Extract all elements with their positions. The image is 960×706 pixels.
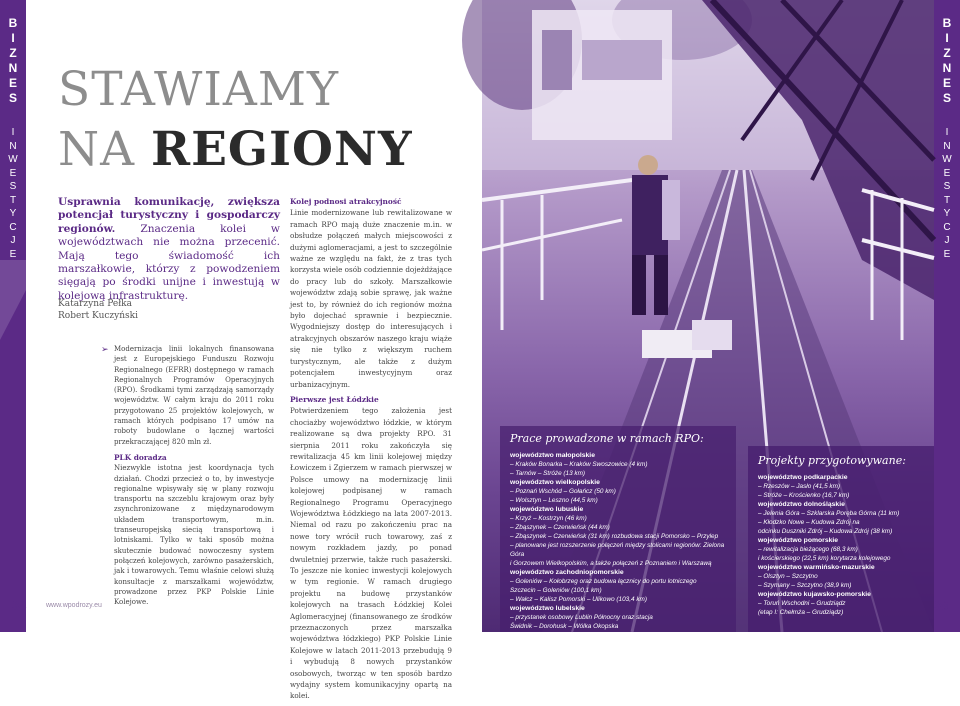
- section-letter: N: [943, 140, 951, 152]
- projects-box: [748, 446, 934, 632]
- section-letter: E: [942, 76, 951, 90]
- section-letter: J: [10, 235, 16, 246]
- section-letter: I: [11, 31, 15, 45]
- line-item: odcinku Duszniki Zdrój – Kudowa Zdrój (38 km): [758, 528, 893, 535]
- region-heading: województwo pomorskie: [758, 537, 839, 544]
- line-item: Szczecin – Goleniów (100,1 km): [510, 587, 602, 594]
- section-letter: I: [11, 127, 15, 138]
- section-letter: Z: [9, 46, 17, 60]
- section-letter: S: [9, 181, 17, 192]
- section-letter: C: [9, 221, 17, 233]
- section-letter: S: [8, 91, 17, 105]
- section-letters-right: [934, 16, 960, 106]
- region-heading: województwo dolnośląskie: [758, 501, 845, 508]
- section-letter: N: [9, 140, 17, 152]
- line-item: – Zbąszynek – Czerwieńsk (31 km) rozbudowa stacji Pomorsko – Przylep: [510, 533, 719, 540]
- line-item: – Zbąszynek – Czerwieńsk (44 km): [510, 524, 610, 531]
- section-letter: E: [9, 167, 17, 179]
- line-item: – planowane jest rozszerzenie połączeń między stolicami regionów: Zielona Góra: [510, 542, 725, 558]
- line-item: i Gorzowem Wielkopolskim, a także połączeń z Poznaniem i Warszawą: [510, 560, 712, 567]
- region-heading: województwo lubelskie: [510, 605, 585, 612]
- works-box-list: [510, 451, 726, 631]
- column-1: [101, 344, 274, 607]
- region-heading: województwo kujawsko-pomorskie: [758, 591, 871, 598]
- line-item: (etap I: Chełmża – Grudziądz): [758, 609, 844, 616]
- title-na: NA: [58, 122, 136, 177]
- line-item: – Toruń Wschodni – Grudziądz: [758, 600, 846, 607]
- col2-heading-2: Pierwsze jest Łódzkie: [290, 394, 379, 404]
- col2-heading-1: Kolej podnosi atrakcyjność: [290, 197, 402, 206]
- authors: [58, 298, 138, 322]
- line-item: Świdnik – Dorohusk – Wólka Okopska: [510, 623, 619, 630]
- region-heading: województwo wielkopolskie: [510, 479, 600, 486]
- page-number-right: 39: [934, 598, 949, 613]
- line-item: – Jelenia Góra – Szklarska Poręba Górna (11 km): [758, 510, 900, 517]
- paragraph-arrow-icon: ➢: [101, 345, 109, 355]
- line-item: – Poznań Wschód – Gołańcz (50 km): [510, 488, 616, 495]
- section-letters-left-2: [0, 126, 26, 261]
- region-heading: województwo warmińsko-mazurskie: [758, 564, 875, 571]
- section-letter: J: [944, 235, 950, 246]
- line-item: – Rzeszów – Jasło (41,5 km): [758, 483, 841, 490]
- section-letter: E: [8, 76, 17, 90]
- region-heading: województwo małopolskie: [510, 452, 595, 459]
- section-letter: E: [9, 248, 17, 260]
- region-heading: województwo zachodniopomorskie: [510, 569, 624, 576]
- line-item: – Tarnów – Stróże (13 km): [510, 470, 586, 477]
- projects-box-list: [758, 473, 924, 617]
- line-item: – Kłodzko Nowe – Kudowa Zdrój na: [758, 519, 860, 526]
- website-url[interactable]: www.wpodrozy.eu: [46, 602, 102, 609]
- section-letter: B: [8, 16, 18, 30]
- section-letter: C: [943, 221, 951, 233]
- line-item: – Goleniów – Kołobrzeg oraz budowa łącznicy do portu lotniczego: [510, 578, 697, 585]
- works-box: [500, 426, 736, 632]
- col1-paragraph-1: Modernizacja linii lokalnych finansowana jest z Europejskiego Funduszu Rozwoju Regionalnego (EFRR) dostępnego w ramach Regionalnych Programów Operacyjnych (RPO). Środkami tymi zarządzają samorządy województw. W całym kraju do 2011 roku przygotowano 25 projektów kolejowych, w ramach których podpisano 17 umów na roboty budowlane o łącznej wartości przekraczającej 820 mln zł.: [114, 345, 274, 446]
- section-letter: N: [942, 61, 952, 75]
- article-title-line2: [58, 122, 413, 177]
- section-letter: Y: [9, 208, 17, 219]
- col2-paragraph-2: Potwierdzeniem tego założenia jest chociażby województwo łódzkie, w którym realizowane są dwa projekty RPO. 31 sierpnia 2011 roku zakończyła się rewitalizacja 45 km linii kolejowej między Łowiczem i Zgierzem w ramach pierwszej w Polsce umowy na modernizację linii kolejowej podpisanej w ramach Regionalnego Programu Operacyjnego Województwa Łódzkiego na lata 2007-2013. Niemal od razu po zakończeniu prac na nowe tory wrócił ruch towarowy, zaś z nowym rozkładem jazdy, po ponad dwuletniej przerwie, także ruch pasażerski. To jeszcze nie koniec inwestycji kolejowych w tym regionie. W ramach drugiego projektu na budowę przystanków kolejowych na trasach Łódzkiej Kolei Aglomeracyjnej (finansowanego ze środków przeznaczonych przez marszałka województwa łódzkiego) PKP Polskie Linie Kolejowe w latach 2011-2013 przebudują 9 i wybudują 8 nowych przystanków osobowych, tworząc w ten sposób bardzo wydajny system komunikacyjny opartą na kolei.: [290, 406, 452, 701]
- section-letters-right-2: [934, 126, 960, 261]
- col2-paragraph-1: Linie modernizowane lub rewitalizowane w ramach RPO mają duże znaczenie m.in. w obsłudze połączeń małych miejscowości z dużymi aglomeracjami, a jest to szczególnie ważne ze względu na fakt, że z tras tych korzysta wiele osób codziennie dojeżdżające do pracy lub do szkoły. Marszałkowie województw zdają sobie sprawę, jak ważne jest to, by również do ich regionów można było dojechać sprawnie i bezpiecznie. Wygodniejszy dostęp do interesujących i atrakcyjnych obszarów naszego kraju wiąże się nie tylko z większym ruchem turystycznym, ale także z dużym potencjałem inwestycyjnym oraz urbanizacyjnym.: [290, 208, 452, 389]
- strip-arrow-decoration: [0, 260, 26, 340]
- article-lead: [58, 196, 280, 303]
- line-item: – Kraków Bonarka – Kraków Swoszowice (4 km): [510, 461, 648, 468]
- region-heading: województwo podkarpackie: [758, 474, 848, 481]
- section-letter: T: [9, 194, 17, 206]
- line-item: – przystanek osobowy Lublin Północny oraz stacja: [510, 614, 653, 621]
- line-item: – Olsztyn – Szczytno: [758, 573, 818, 580]
- line-item: – Wolsztyn – Leszno (44,5 km): [510, 497, 598, 504]
- column-2: [290, 196, 452, 706]
- section-letter: Y: [943, 208, 951, 219]
- section-letter: T: [943, 194, 951, 206]
- projects-box-title: Projekty przygotowywane:: [758, 454, 906, 467]
- section-letter: S: [942, 91, 951, 105]
- section-letter: E: [943, 248, 951, 260]
- section-strip-right: [934, 0, 960, 632]
- col1-paragraph-2: Niezwykle istotna jest koordynacja tych działań. Chodzi przecież o to, by inwestycje regionalne wpisywały się w plany rozwoju transportu na szczeblu krajowym oraz były zsynchronizowane z międzynarodowym układem transportowym, m.in. transeuropejską siecią transportową i lotniskami. Tylko w taki sposób można skutecznie budować nowoczesny system połączeń kolejowych, zarówno pasażerskich, jak i towarowych. Temu właśnie celowi służą konsultacje z marszałkami województw, prowadzone przez PKP Polskie Linie Kolejowe.: [114, 464, 274, 607]
- author-2: Robert Kuczyński: [58, 311, 138, 321]
- section-letter: I: [945, 127, 949, 138]
- title-regiony: REGIONY: [151, 122, 413, 177]
- line-item: – Szymany – Szczytno (38,9 km): [758, 582, 852, 589]
- lead-bold: Usprawnia komunikację, zwiększa potencjał turystyczny i gospodarczy regionów.: [58, 196, 280, 235]
- line-item: – rewitalizacja bieżącego (68,3 km): [758, 546, 858, 553]
- line-item: – Stróże – Krościenko (16,7 km): [758, 492, 850, 499]
- section-letter: B: [942, 16, 952, 30]
- page-number-left: 38: [12, 598, 27, 613]
- section-letter: W: [942, 154, 952, 165]
- article-title-line1: STAWIAMY: [58, 62, 339, 117]
- line-item: – Wałcz – Kalisz Pomorski – Ulikowo (103,4 km): [510, 596, 647, 603]
- section-strip-left: [0, 0, 26, 632]
- line-item: i kościerskiego (22,5 km) korytarza kolejowego: [758, 555, 891, 562]
- lead-rest: Znaczenia kolei w województwach nie można przecenić. Mają tego świadomość ich marszałkowie, którzy z powodzeniem sięgają po środki unijne i inwestują w kolejową infrastrukturę.: [58, 222, 280, 302]
- section-letter: W: [8, 154, 18, 165]
- line-item: – Krzyż – Kostrzyn (46 km): [510, 515, 587, 522]
- region-heading: województwo lubuskie: [510, 506, 584, 513]
- section-letter: E: [943, 167, 951, 179]
- section-letter: I: [945, 31, 949, 45]
- section-letter: Z: [943, 46, 951, 60]
- section-letter: S: [943, 181, 951, 192]
- col1-heading-plk: PLK doradza: [114, 452, 167, 462]
- works-box-title: Prace prowadzone w ramach RPO:: [510, 432, 704, 445]
- section-letter: N: [8, 61, 18, 75]
- author-1: Katarzyna Pełka: [58, 299, 132, 309]
- section-letters-left: [0, 16, 26, 106]
